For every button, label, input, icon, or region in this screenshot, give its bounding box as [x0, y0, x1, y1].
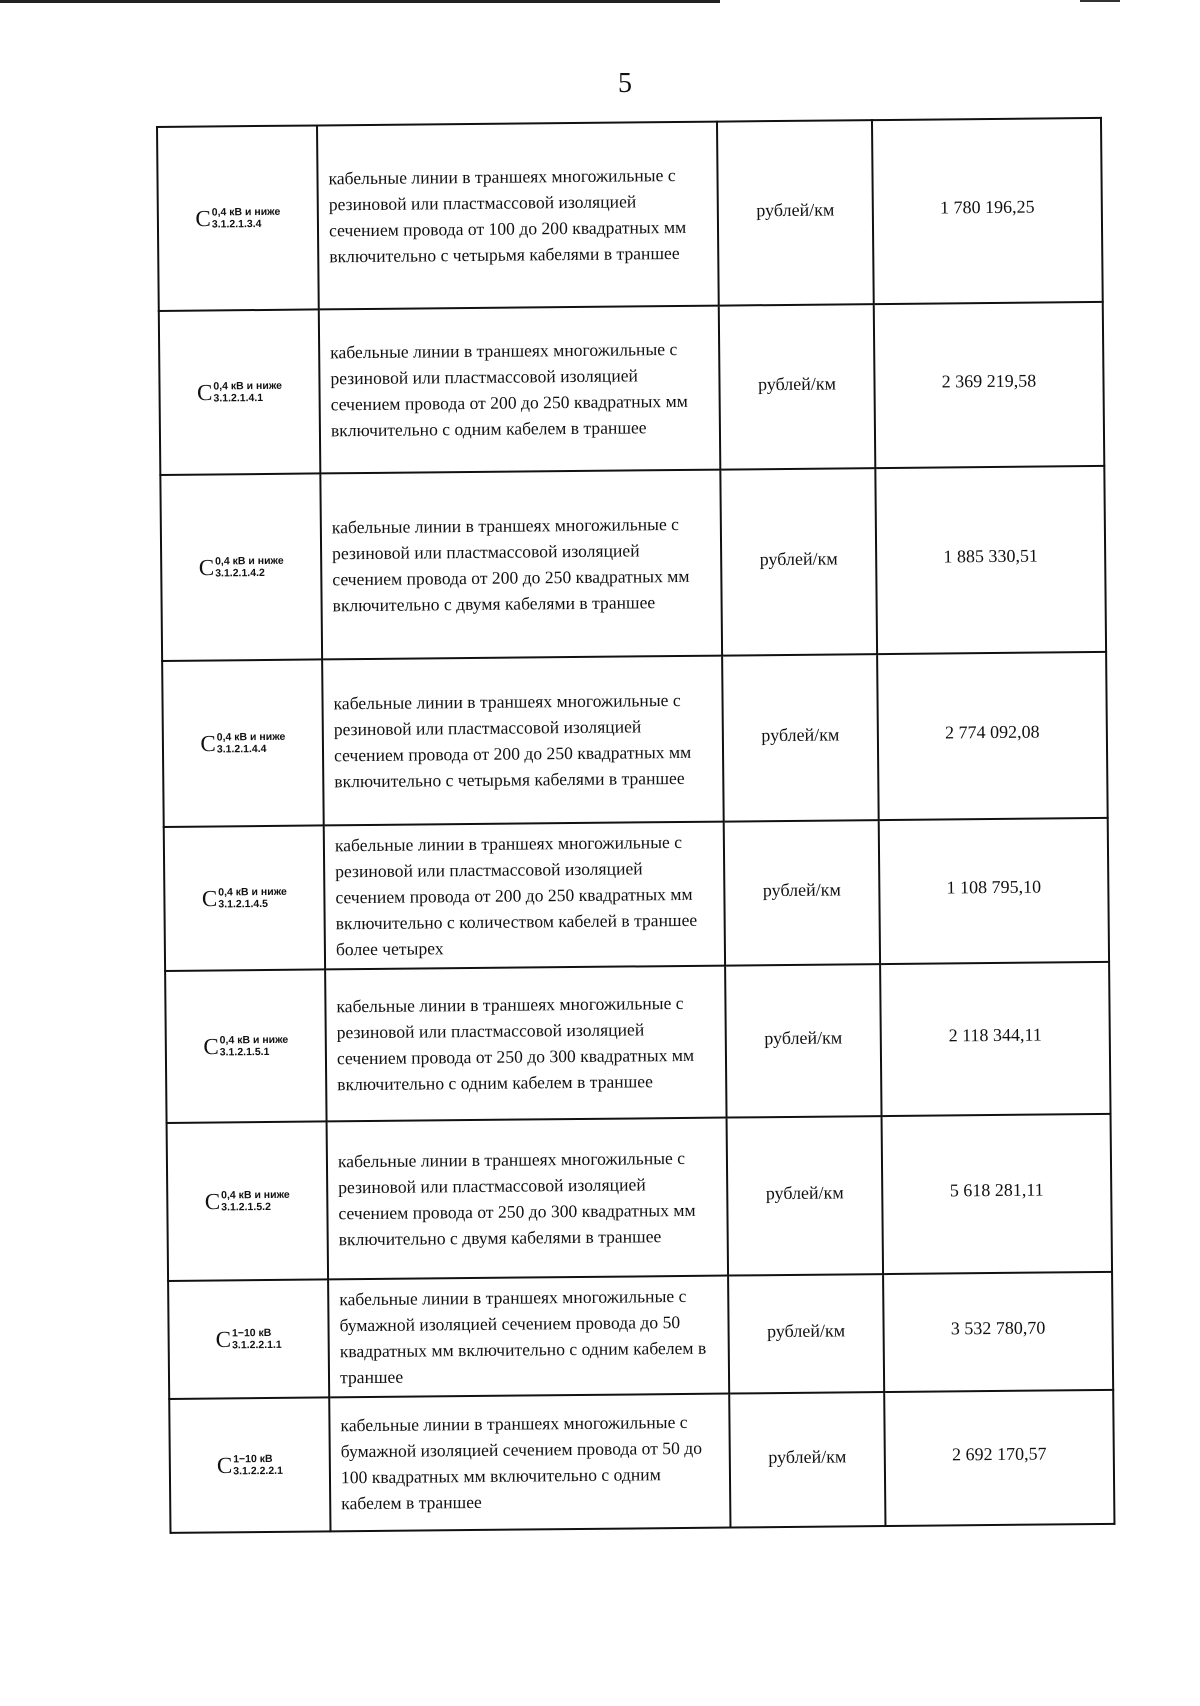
unit-cell: рублей/км: [722, 654, 879, 821]
value-cell: 2 369 219,58: [874, 302, 1105, 468]
value-cell: 1 885 330,51: [875, 466, 1106, 654]
unit-cell: рублей/км: [727, 1116, 884, 1275]
symbol-subscript: 3.1.2.1.4.4: [216, 742, 267, 756]
value-cell: 5 618 281,11: [882, 1114, 1113, 1274]
symbol-subscript: 3.1.2.1.5.2: [221, 1200, 271, 1214]
unit-cell: рублей/км: [724, 820, 880, 965]
symbol-superscript: 0,4 кВ и ниже: [219, 1033, 289, 1047]
unit-cell: рублей/км: [717, 120, 874, 305]
symbol-superscript: 0,4 кВ и ниже: [215, 554, 284, 568]
rate-symbol-cell: [157, 125, 319, 311]
symbol-superscript: 0,4 кВ и ниже: [213, 379, 283, 393]
rate-symbol-cell: [165, 969, 326, 1123]
description-cell: кабельные линии в траншеях многожильные с резиновой или пластмассовой изоляцией сечением провода от 200 до 250 квадратных мм включительно с одним кабелем в траншее: [319, 306, 721, 474]
symbol-superscript: 0,4 кВ и ниже: [216, 730, 286, 744]
symbol-letter: C: [201, 885, 218, 912]
rate-symbol-cell: [162, 659, 324, 827]
symbol-letter: C: [200, 730, 216, 757]
symbol-subscript: 3.1.2.1.5.1: [219, 1045, 270, 1059]
table-row: [162, 652, 1108, 827]
rate-symbol-cell: [169, 1397, 330, 1533]
symbol-superscript: 0,4 кВ и ниже: [211, 205, 281, 219]
description-cell: кабельные линии в траншеях многожильные с бумажной изоляцией сечением провода от 50 до 100 квадратных мм включительно с одним кабелем в траншее: [329, 1394, 730, 1532]
symbol-letter: C: [203, 1033, 219, 1060]
value-cell: 2 774 092,08: [877, 652, 1108, 820]
rate-symbol: [216, 1327, 282, 1352]
unit-cell: рублей/км: [719, 304, 876, 469]
description-cell: кабельные линии в траншеях многожильные с резиновой или пластмассовой изоляцией сечением провода от 200 до 250 квадратных мм включительно с количеством кабелей в траншее более четырех: [324, 822, 725, 970]
unit-cell: рублей/км: [725, 964, 881, 1117]
symbol-subscript: 3.1.2.1.4.2: [215, 566, 265, 580]
rate-symbol: [217, 1453, 283, 1478]
symbol-subscript: 3.1.2.1.3.4: [211, 217, 262, 231]
table-row: [160, 466, 1106, 661]
rate-symbol-cell: [160, 473, 322, 661]
symbol-letter: C: [216, 1452, 233, 1478]
symbol-subscript: 3.1.2.1.4.1: [213, 391, 264, 405]
scan-edge-top: [0, 0, 720, 3]
description-cell: кабельные линии в траншеях многожильные с бумажной изоляцией сечением провода до 50 квадратных мм включительно с одним кабелем в траншее: [328, 1276, 729, 1398]
description-cell: кабельные линии в траншеях многожильные с резиновой или пластмассовой изоляцией сечением провода от 100 до 200 квадратных мм включительно с четырьмя кабелями в траншее: [317, 122, 719, 310]
description-cell: кабельные линии в траншеях многожильные с резиновой или пластмассовой изоляцией сечением провода от 250 до 300 квадратных мм включительно с двумя кабелями в траншее: [327, 1118, 728, 1280]
value-cell: 2 692 170,57: [884, 1390, 1114, 1526]
unit-cell: рублей/км: [728, 1274, 884, 1393]
value-cell: 3 532 780,70: [883, 1272, 1113, 1392]
description-cell: кабельные линии в траншеях многожильные с резиновой или пластмассовой изоляцией сечением провода от 200 до 250 квадратных мм включительно с четырьмя кабелями в траншее: [322, 656, 724, 826]
table-row: [159, 302, 1105, 475]
table-row: [164, 818, 1109, 971]
unit-cell: рублей/км: [720, 468, 877, 655]
symbol-superscript: 0,4 кВ и ниже: [221, 1188, 290, 1202]
value-cell: 1 108 795,10: [879, 818, 1109, 964]
unit-cell: рублей/км: [729, 1392, 885, 1527]
rate-symbol-cell: [168, 1279, 329, 1399]
rate-symbol-cell: [167, 1121, 329, 1281]
symbol-letter: C: [195, 205, 211, 232]
table-row: [169, 1390, 1114, 1533]
page-number: 5: [618, 68, 632, 99]
rate-symbol: [195, 206, 280, 231]
symbol-letter: C: [204, 1188, 221, 1215]
symbol-letter: C: [215, 1326, 232, 1352]
rate-symbol: [202, 886, 287, 911]
rate-symbol: [199, 555, 284, 580]
symbol-subscript: 3.1.2.1.4.5: [218, 897, 269, 911]
value-cell: 1 780 196,25: [872, 118, 1103, 304]
rate-symbol: [205, 1189, 290, 1214]
table-row: [168, 1272, 1113, 1399]
table-row: [165, 962, 1110, 1123]
symbol-letter: C: [198, 554, 215, 581]
value-cell: 2 118 344,11: [880, 962, 1110, 1116]
symbol-superscript: 0,4 кВ и ниже: [218, 885, 287, 899]
scan-edge-top-right: [1080, 0, 1120, 2]
symbol-superscript: 1−10 кВ: [233, 1452, 273, 1466]
table-row: [157, 118, 1103, 311]
rate-symbol: [200, 731, 285, 756]
table-row: [167, 1114, 1112, 1281]
symbol-letter: C: [196, 379, 213, 406]
symbol-superscript: 1−10 кВ: [231, 1326, 272, 1340]
description-cell: кабельные линии в траншеях многожильные с резиновой или пластмассовой изоляцией сечением провода от 200 до 250 квадратных мм включительно с двумя кабелями в траншее: [320, 470, 722, 660]
rate-symbol: [203, 1034, 288, 1059]
rate-symbol-cell: [164, 825, 325, 971]
rate-symbol-cell: [159, 309, 321, 475]
symbol-subscript: 3.1.2.2.1.1: [232, 1338, 282, 1352]
symbol-subscript: 3.1.2.2.2.1: [233, 1464, 283, 1478]
rate-symbol: [197, 380, 282, 405]
description-cell: кабельные линии в траншеях многожильные с резиновой или пластмассовой изоляцией сечением провода от 250 до 300 квадратных мм включительно с одним кабелем в траншее: [325, 966, 726, 1122]
tariff-table: [156, 117, 1115, 1534]
